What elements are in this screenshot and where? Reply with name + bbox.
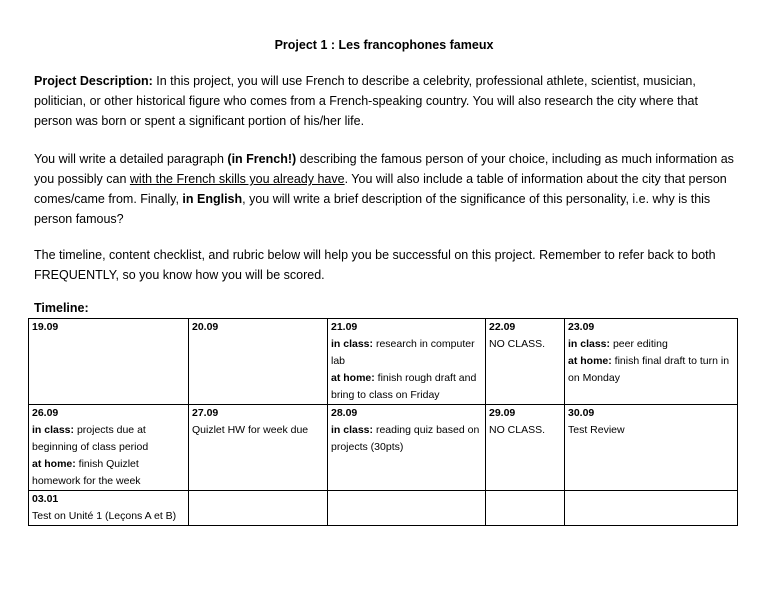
timeline-cell — [486, 319, 565, 405]
entry-label: at home: — [331, 372, 375, 384]
timeline-week-row — [29, 491, 738, 526]
assignment-paragraph — [34, 149, 739, 229]
timeline-cell — [29, 405, 189, 491]
timeline-cell — [189, 319, 328, 405]
day-date: 27.09 — [192, 407, 219, 419]
entry-text: Test on Unité 1 (Leçons A et B) — [32, 510, 177, 522]
entry-text: research in computer lab — [331, 338, 475, 367]
day-date: 19.09 — [32, 321, 59, 333]
timeline-cell — [189, 405, 328, 491]
entry-text: Test Review — [568, 424, 625, 436]
entry-label: at home: — [568, 355, 612, 367]
day-date: 29.09 — [489, 407, 516, 419]
timeline-cell — [189, 491, 328, 526]
in-class-entry — [568, 336, 734, 353]
day-date: 20.09 — [192, 321, 219, 333]
entry-text: finish rough draft and bring to class on Friday — [331, 372, 477, 401]
assignment-part4: , you will write a brief description of the significance of this personality, i.e. why is this person famous? — [34, 192, 711, 226]
entry-text: reading quiz based on projects (30pts) — [331, 424, 480, 453]
guidance-note: The timeline, content checklist, and rubric below will help you be successful on this project. Remember to refer back to both FREQUENTLY, so you know how you will be scored. — [34, 248, 716, 282]
timeline-cell — [565, 405, 738, 491]
timeline-cell — [328, 405, 486, 491]
entry-label: in class: — [331, 424, 374, 436]
day-date: 30.09 — [568, 407, 595, 419]
at-home-entry — [32, 456, 185, 490]
timeline-heading: Timeline: — [34, 301, 89, 315]
entry-text: finish Quizlet homework for the week — [32, 458, 141, 487]
day-date: 22.09 — [489, 321, 516, 333]
assignment-emphasis-french: (in French!) — [227, 152, 297, 166]
description-text: In this project, you will use French to describe a celebrity, professional athlete, scientist, musician, politician, or other historical figure who comes from a French-speaking country. You will also research the city where that person was born or spent a significant portion of his/her life. — [34, 74, 698, 128]
timeline-cell — [565, 491, 738, 526]
page-title: Project 1 : Les francophones fameux — [274, 38, 494, 52]
timeline-cell — [486, 405, 565, 491]
timeline-table — [28, 318, 738, 526]
assignment-emphasis-english: in English — [182, 192, 243, 206]
entry-label: in class: — [568, 338, 611, 350]
timeline-cell — [328, 319, 486, 405]
in-class-entry — [331, 336, 482, 370]
in-class-entry — [331, 422, 482, 456]
assignment-underlined: with the French skills you already have — [129, 172, 345, 186]
day-date: 21.09 — [331, 321, 358, 333]
day-date: 23.09 — [568, 321, 595, 333]
entry-text: projects due at beginning of class period — [32, 424, 149, 453]
timeline-week-row — [29, 319, 738, 405]
timeline-cell — [29, 491, 189, 526]
entry-text: NO CLASS. — [489, 424, 546, 436]
entry-label: at home: — [32, 458, 76, 470]
description-label: Project Description: — [34, 74, 153, 88]
project-description — [34, 71, 739, 131]
assignment-part1: You will write a detailed paragraph — [34, 152, 228, 166]
entry-text: peer editing — [610, 338, 668, 350]
entry-label: in class: — [32, 424, 75, 436]
assignment-part2: describing the famous person of your choice, including as much information as you possibly can — [34, 152, 734, 186]
at-home-entry — [331, 370, 482, 404]
day-date: 03.01 — [32, 493, 59, 505]
assignment-part3: . You will also include a table of information about the city that person comes/came from. Finally, — [34, 172, 727, 206]
day-date: 26.09 — [32, 407, 59, 419]
in-class-entry — [32, 422, 185, 456]
timeline-cell — [486, 491, 565, 526]
entry-text: finish final draft to turn in on Monday — [568, 355, 730, 384]
entry-label: in class: — [331, 338, 374, 350]
entry-text: NO CLASS. — [489, 338, 546, 350]
entry-text: Quizlet HW for week due — [192, 424, 309, 436]
timeline-cell — [29, 319, 189, 405]
timeline-cell — [328, 491, 486, 526]
timeline-cell — [565, 319, 738, 405]
day-date: 28.09 — [331, 407, 358, 419]
timeline-week-row — [29, 405, 738, 491]
at-home-entry — [568, 353, 734, 387]
